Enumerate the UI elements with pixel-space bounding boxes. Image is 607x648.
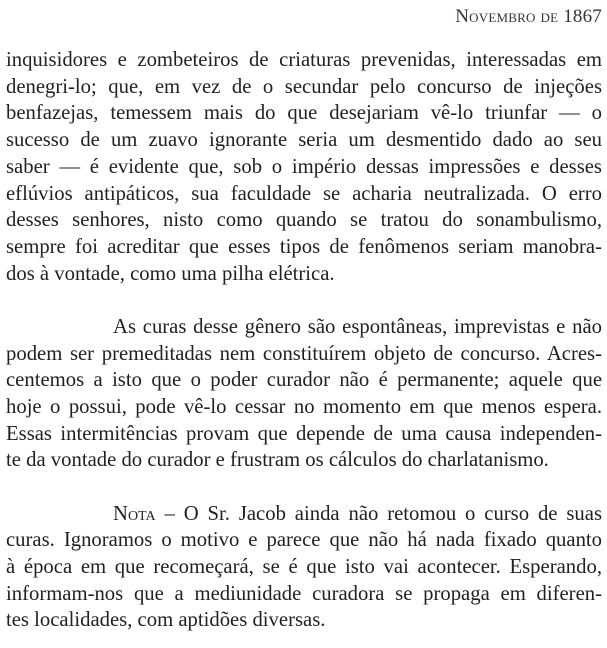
text-line: dos à vontade, como uma pilha elétrica. <box>6 262 335 285</box>
text-line: tes localidades, com aptidões diversas. <box>6 609 326 632</box>
text-line: As curas desse gênero são espontâneas, imprevistas e não <box>113 315 602 338</box>
paragraph-2 <box>6 314 602 474</box>
text-line: saber — é evidente que, sob o império dessas impressões e desses <box>6 155 602 178</box>
text-line: podem ser premeditadas nem constituírem objeto de concurso. Acres- <box>6 342 602 365</box>
text-line: sempre foi acreditar que esses tipos de fenômenos seriam manobra- <box>6 235 602 258</box>
text-line: denegri-lo; que, em vez de o secundar pelo concurso de injeções <box>6 75 602 98</box>
text-line: te da vontade do curador e frustram os cálculos do charlatanismo. <box>6 449 549 472</box>
text-line: benfazejas, temessem mais do que desejariam vê-lo triunfar — o <box>6 102 602 125</box>
text-line: hoje o possui, pode vê-lo cessar no momento em que menos espera. <box>6 395 602 418</box>
text-line: informam-nos que a mediunidade curadora se propaga em diferen- <box>6 582 602 605</box>
note-first-line: – O Sr. Jacob ainda não retomou o curso de suas <box>155 502 602 525</box>
text-line: desses senhores, nisto como quando se tratou do sonambulismo, <box>6 209 602 232</box>
text-line: centemos a isto que o poder curador não é permanente; aquele que <box>6 369 602 392</box>
text-line: curas. Ignoramos o motivo e parece que não há nada fixado quanto <box>6 529 602 552</box>
running-header: Novembro de 1867 <box>455 6 602 27</box>
text-line: eflúvios antipáticos, sua faculdade se acharia neutralizada. O erro <box>6 182 602 205</box>
note-paragraph <box>6 501 602 635</box>
text-line <box>6 501 602 528</box>
body-text <box>6 47 602 634</box>
text-line: sucesso de um zuavo ignorante seria um desmentido dado ao seu <box>6 129 602 152</box>
text-line: inquisidores e zombeteiros de criaturas prevenidas, interessadas em <box>6 49 602 71</box>
paragraph-1 <box>6 47 602 287</box>
note-label: Nota <box>113 502 156 525</box>
text-line: Essas intermitências provam que depende de uma causa independen- <box>6 422 602 445</box>
text-line: à época em que recomeçará, se é que isto vai acontecer. Esperando, <box>6 555 602 578</box>
